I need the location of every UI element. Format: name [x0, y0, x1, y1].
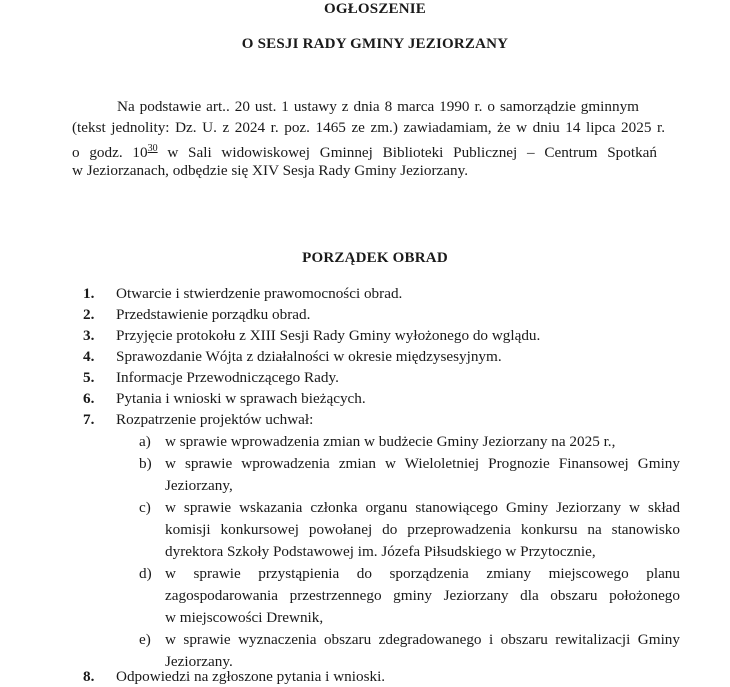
subitem-letter: b) — [139, 455, 152, 472]
agenda-item-number: 1. — [83, 285, 95, 302]
agenda-item-text: Informacje Przewodniczącego Rady. — [116, 369, 339, 386]
subitem-line: dyrektora Szkoły Podstawowej im. Józefa Piłsudskiego w Przytocznie, — [165, 543, 596, 560]
subitem-line: Jeziorzany. — [165, 653, 233, 670]
agenda-item-number: 7. — [83, 411, 95, 428]
document-title: OGŁOSZENIE — [323, 1, 427, 17]
subitem-line: w sprawie wskazania członka organu stanowiącego Gminy Jeziorzany w skład — [165, 499, 680, 516]
agenda-item-number: 6. — [83, 390, 95, 407]
agenda-item-text: Rozpatrzenie projektów uchwał: — [116, 411, 314, 428]
agenda-item-text: Przyjęcie protokołu z XIII Sesji Rady Gminy wyłożonego do wglądu. — [116, 327, 541, 344]
agenda-item-number: 5. — [83, 369, 95, 386]
agenda-item-number: 8. — [83, 668, 95, 685]
subitem-line: w sprawie wprowadzenia zmian w Wieloletniej Prognozie Finansowej Gminy — [165, 455, 680, 472]
agenda-item-text: Przedstawienie porządku obrad. — [116, 306, 311, 323]
subitem-letter: d) — [139, 565, 152, 582]
agenda-item-number: 3. — [83, 327, 95, 344]
subitem-line: Jeziorzany, — [165, 477, 233, 494]
agenda-item-text: Otwarcie i stwierdzenie prawomocności obrad. — [116, 285, 403, 302]
agenda-item-text: Pytania i wnioski w sprawach bieżących. — [116, 390, 366, 407]
subitem-letter: c) — [139, 499, 151, 516]
intro-line-1: Na podstawie art.. 20 ust. 1 ustawy z dnia 8 marca 1990 r. o samorządzie gminnym — [117, 98, 639, 115]
subitem-letter: e) — [139, 631, 151, 648]
subitem-line: w sprawie wprowadzenia zmian w budżecie Gminy Jeziorzany na 2025 r., — [165, 433, 616, 450]
agenda-item-number: 2. — [83, 306, 95, 323]
intro-line-4: w Jeziorzanach, odbędzie się XIV Sesja Rady Gminy Jeziorzany. — [72, 162, 469, 179]
subitem-line: w sprawie przystąpienia do sporządzenia zmiany miejscowego planu — [165, 565, 680, 582]
agenda-item-text: Sprawozdanie Wójta z działalności w okresie międzysesyjnym. — [116, 348, 502, 365]
intro-line-2: (tekst jednolity: Dz. U. z 2024 r. poz. 1465 ze zm.) zawiadamiam, że w dniu 14 lipca 2025 r. — [72, 119, 665, 136]
agenda-heading: PORZĄDEK OBRAD — [302, 250, 448, 266]
time-minutes-superscript: 30 — [147, 143, 158, 154]
agenda-item-number: 4. — [83, 348, 95, 365]
intro-line-3: o godz. $10^{30}$ w Sali widowiskowej Gminnej Biblioteki Publicznej – Centrum Spotkań — [72, 143, 657, 161]
subitem-letter: a) — [139, 433, 151, 450]
agenda-item-text: Odpowiedzi na zgłoszone pytania i wnioski. — [116, 668, 386, 685]
subitem-line: komisji konkursowej powołanej do przeprowadzenia konkursu na stanowisko — [165, 521, 680, 538]
subitem-line: w sprawie wyznaczenia obszaru zdegradowanego i obszaru rewitalizacji Gminy — [165, 631, 680, 648]
subitem-line: zagospodarowania przestrzennego gminy Jeziorzany dla obszaru położonego — [165, 587, 680, 604]
subitem-line: w miejscowości Drewnik, — [165, 609, 324, 626]
document-subtitle: O SESJI RADY GMINY JEZIORZANY — [241, 36, 509, 52]
